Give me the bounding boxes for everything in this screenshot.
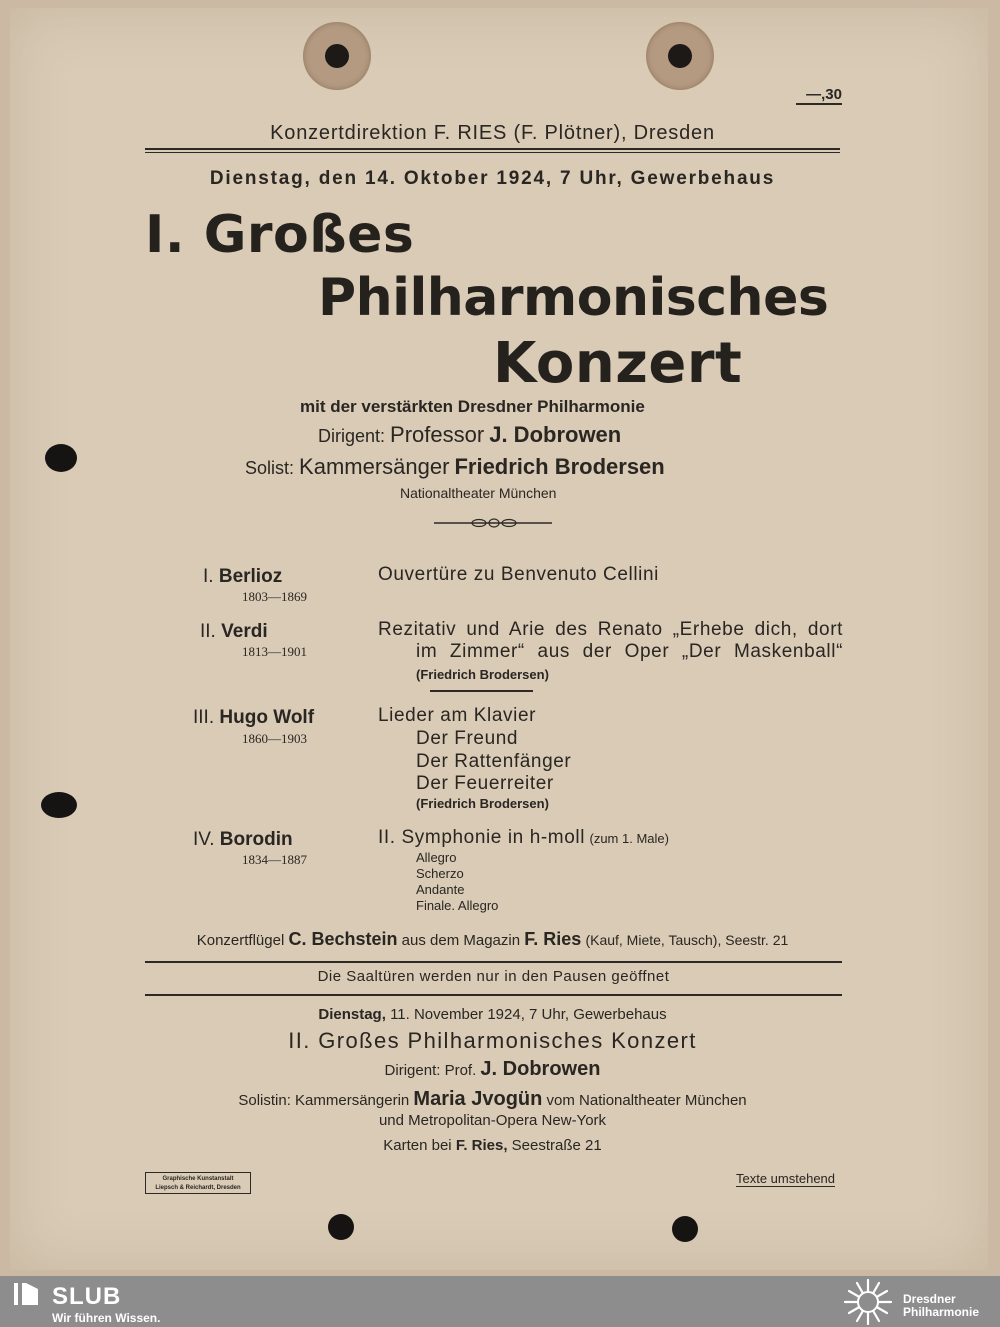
next-conductor-label: Dirigent: Prof.	[384, 1062, 477, 1079]
next-soloist-from: vom Nationaltheater München	[546, 1092, 747, 1109]
next-date-line	[145, 1006, 840, 1023]
composer-name: Verdi	[221, 621, 268, 642]
conductor-line	[318, 422, 621, 448]
song-title: Der Rattenfänger	[416, 751, 572, 772]
concert-date: Dienstag, den 14. Oktober 1924, 7 Uhr, Gewerbehaus	[209, 168, 776, 189]
song-title: Der Freund	[416, 728, 519, 749]
piano-line	[145, 929, 840, 950]
printer-line-2: Liepsch & Reichardt, Dresden	[155, 1185, 241, 1191]
soloist-line	[245, 454, 665, 480]
partner-name-line-2: Philharmonie	[903, 1305, 980, 1319]
work-title: Lieder am Klavier	[378, 705, 537, 726]
notice-rule-top	[145, 961, 842, 963]
punch-hole	[45, 444, 77, 472]
next-soloist-label: Solistin: Kammersängerin	[238, 1092, 410, 1109]
next-day: Dienstag,	[318, 1006, 386, 1023]
title-line-1: I. Großes	[145, 205, 415, 265]
next-conductor-name: J. Dobrowen	[480, 1058, 601, 1080]
printer-stamp	[145, 1172, 251, 1194]
title-line-3: Konzert	[493, 331, 743, 396]
next-soloist-line2: und Metropolitan-Opera New-York	[378, 1112, 607, 1129]
philharmonie-logo-icon	[842, 1279, 894, 1325]
subtitle: mit der verstärkten Dresdner Philharmonie	[300, 397, 645, 416]
title-line-2: Philharmonisches	[318, 268, 829, 328]
header-rule	[145, 152, 840, 153]
punch-hole	[41, 792, 77, 818]
program-item-4	[193, 829, 293, 851]
slub-name: SLUB	[52, 1283, 122, 1310]
performer-note: (Friedrich Brodersen)	[416, 667, 549, 682]
footer-bar	[0, 1276, 1000, 1327]
slub-tagline: Wir führen Wissen.	[52, 1311, 161, 1325]
movement: Allegro	[416, 850, 457, 865]
printer-line-1: Graphische Kunstanstalt	[162, 1176, 234, 1182]
program-item-3	[193, 707, 314, 729]
composer-name: Borodin	[219, 829, 293, 850]
price-mark: —,30	[796, 86, 842, 105]
composer-name: Berlioz	[218, 566, 283, 587]
next-title: II. Großes Philharmonisches Konzert	[288, 1028, 697, 1053]
punch-hole	[328, 1214, 354, 1240]
soloist-name: Friedrich Brodersen	[454, 454, 665, 479]
tickets-shop: F. Ries,	[455, 1137, 508, 1154]
punch-hole	[672, 1216, 698, 1242]
work-title-cont: im Zimmer“ aus der Oper „Der Maskenball“	[416, 641, 843, 662]
doors-notice: Die Saaltüren werden nur in den Pausen geöffnet	[317, 968, 670, 985]
piano-brand: C. Bechstein	[288, 929, 398, 949]
partner-name-line-1: Dresdner	[903, 1292, 956, 1306]
song-title: Der Feuerreiter	[416, 773, 554, 794]
ornament-divider	[434, 516, 554, 530]
program-item-2	[200, 621, 268, 643]
piano-mid: aus dem Magazin	[401, 932, 521, 949]
work-title: Ouvertüre zu Benvenuto Cellini	[378, 564, 659, 585]
movement: Andante	[416, 882, 465, 897]
work-title: Rezitativ und Arie des Renato „Erhebe dich, dort	[378, 619, 843, 640]
program-number: II.	[200, 621, 216, 642]
tickets-pre: Karten bei	[383, 1137, 452, 1154]
next-conductor	[145, 1058, 840, 1081]
conductor-title: Professor	[390, 422, 485, 447]
performer-underline	[430, 690, 533, 692]
punch-hole	[646, 22, 714, 90]
tickets-post: Seestraße 21	[511, 1137, 602, 1154]
slub-logo-icon	[12, 1280, 42, 1308]
soloist-note: Nationaltheater München	[400, 485, 557, 501]
work-line	[378, 827, 669, 849]
piano-post: (Kauf, Miete, Tausch), Seestr. 21	[585, 932, 789, 948]
next-date: 11. November 1924, 7 Uhr, Gewerbehaus	[390, 1006, 667, 1023]
conductor-label: Dirigent:	[318, 426, 386, 446]
program-number: IV.	[193, 829, 215, 850]
work-note: (zum 1. Male)	[589, 831, 669, 846]
composer-name: Hugo Wolf	[219, 707, 315, 728]
composer-years: 1860—1903	[242, 731, 307, 746]
piano-shop: F. Ries	[524, 929, 582, 949]
movement: Scherzo	[416, 866, 464, 881]
composer-years: 1813—1901	[242, 644, 307, 659]
work-title: II. Symphonie in h-moll	[378, 827, 586, 848]
performer-note: (Friedrich Brodersen)	[416, 796, 549, 811]
conductor-name: J. Dobrowen	[489, 422, 622, 447]
next-soloist-name: Maria Jvogün	[413, 1088, 543, 1110]
soloist-label: Solist:	[245, 458, 295, 478]
next-soloist	[145, 1088, 840, 1111]
composer-years: 1834—1887	[242, 852, 307, 867]
composer-years: 1803—1869	[242, 589, 307, 604]
piano-pre: Konzertflügel	[196, 932, 285, 949]
soloist-title: Kammersänger	[299, 454, 450, 479]
tickets-line	[145, 1137, 840, 1154]
texts-note: Texte umstehend	[736, 1171, 836, 1186]
program-item-1	[203, 566, 282, 588]
notice-rule-bottom	[145, 994, 842, 996]
punch-hole	[303, 22, 371, 90]
program-number: III.	[193, 707, 215, 728]
agency-line: Konzertdirektion F. RIES (F. Plötner), Dresden	[270, 122, 715, 144]
header-rule	[145, 148, 840, 150]
movement: Finale. Allegro	[416, 898, 499, 913]
program-number: I.	[203, 566, 214, 587]
